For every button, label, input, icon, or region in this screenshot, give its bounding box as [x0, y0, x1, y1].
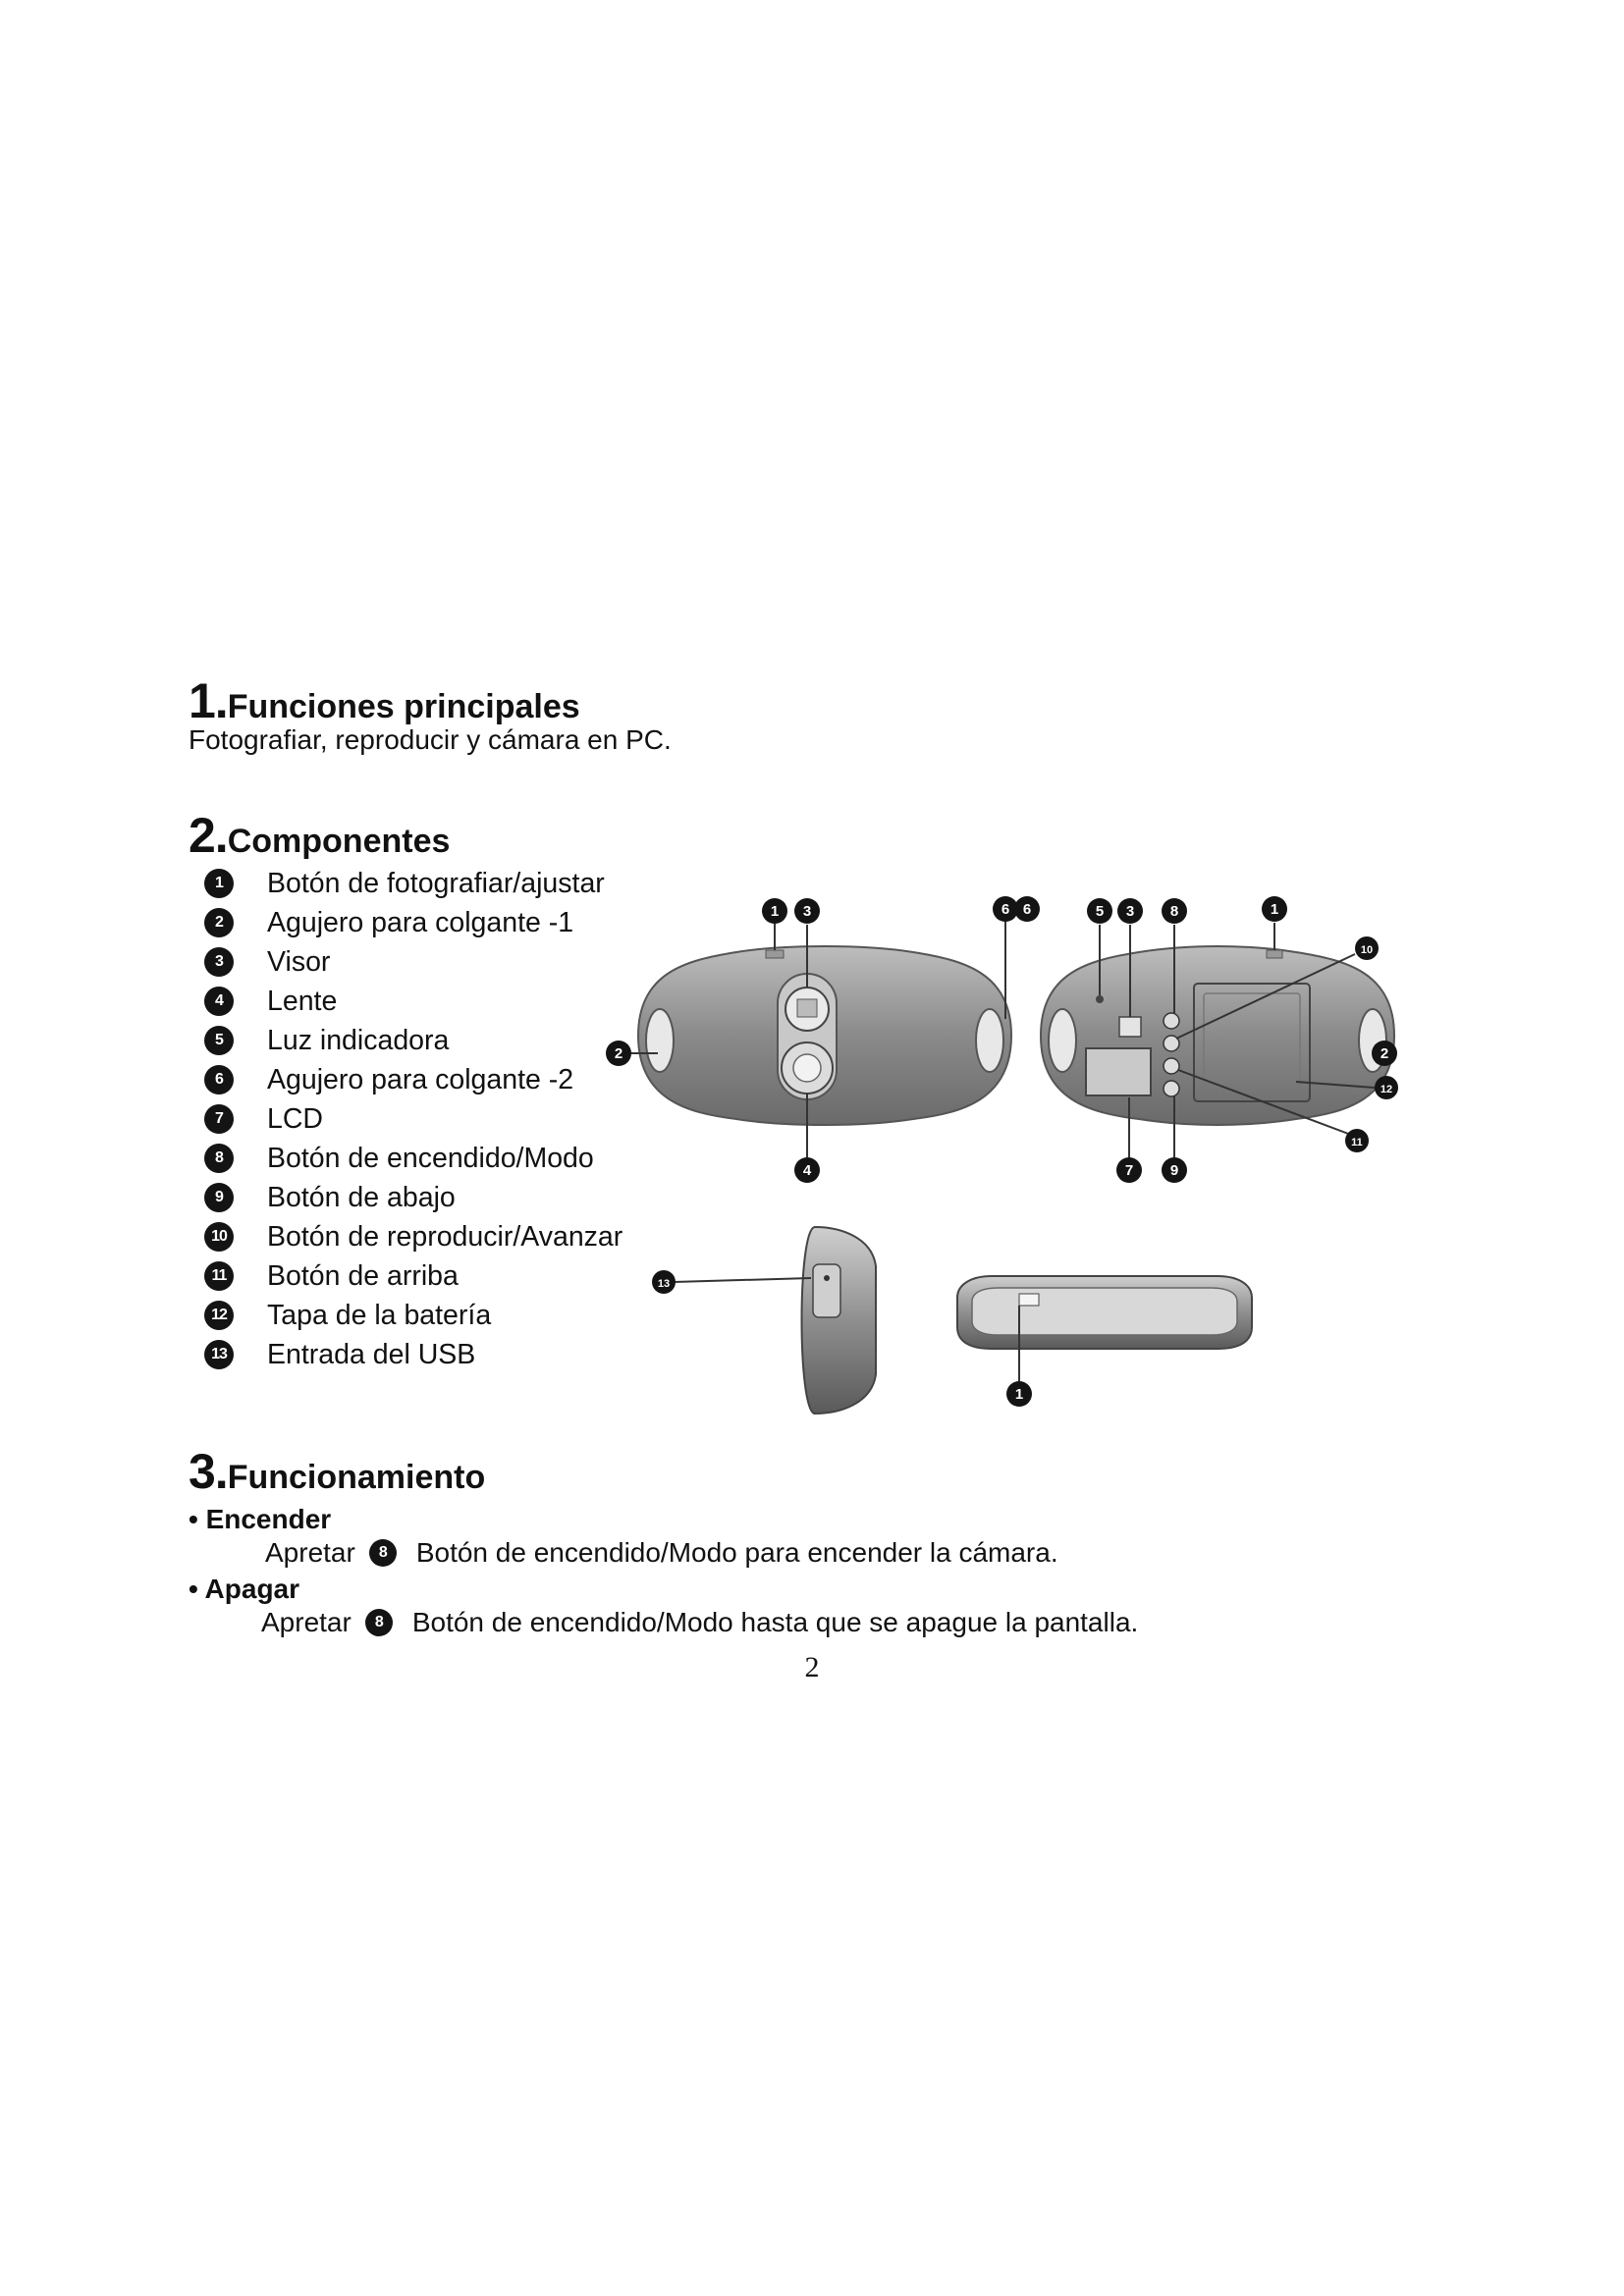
svg-text:5: 5 [1095, 903, 1105, 920]
component-item [204, 1139, 623, 1178]
svg-text:12: 12 [1380, 1084, 1393, 1095]
camera-side-view [674, 1227, 876, 1414]
section-2-title: Componentes [227, 823, 451, 860]
section-3-heading [189, 1443, 485, 1500]
power-off-instruction [261, 1607, 1138, 1638]
component-item [204, 1335, 623, 1374]
component-label: Lente [267, 985, 338, 1017]
svg-text:6: 6 [1001, 901, 1010, 918]
power-on-text: Botón de encendido/Modo para encender la cámara. [415, 1537, 1058, 1568]
page-number: 2 [804, 1651, 820, 1683]
camera-components-diagram [614, 874, 1404, 1423]
callout-badge [1162, 1157, 1187, 1183]
callout-badge [1372, 1041, 1397, 1066]
component-label: Botón de encendido/Modo [267, 1142, 594, 1174]
callout-badge [606, 1041, 631, 1066]
camera-front-view [619, 921, 1011, 1158]
component-label: Botón de abajo [267, 1181, 456, 1213]
svg-text:1: 1 [1014, 1386, 1024, 1403]
svg-text:1: 1 [1270, 901, 1279, 918]
power-button-badge: 8 [365, 1609, 393, 1636]
component-item [204, 942, 623, 982]
section-2-number: 2. [189, 808, 228, 863]
component-number-badge: 3 [204, 947, 234, 977]
callout-badge [1116, 1157, 1142, 1183]
svg-text:11: 11 [1351, 1137, 1363, 1148]
component-item [204, 1060, 623, 1099]
component-label: Botón de fotografiar/ajustar [267, 867, 605, 899]
component-number-badge: 5 [204, 1026, 234, 1055]
camera-top-view [957, 1276, 1252, 1382]
component-label: Entrada del USB [267, 1338, 476, 1370]
component-label: Tapa de la batería [267, 1299, 492, 1331]
section-3-title: Funcionamiento [227, 1459, 486, 1496]
callout-badge [1345, 1129, 1369, 1152]
component-label: Luz indicadora [267, 1024, 450, 1056]
svg-text:10: 10 [1360, 944, 1374, 956]
svg-text:4: 4 [802, 1162, 812, 1179]
section-1-heading [189, 672, 580, 729]
svg-text:13: 13 [657, 1278, 671, 1290]
component-number-badge: 11 [204, 1261, 234, 1291]
svg-text:3: 3 [1125, 903, 1135, 920]
power-on-instruction [265, 1537, 1058, 1569]
component-label: Agujero para colgante -2 [267, 1063, 574, 1095]
svg-text:2: 2 [1380, 1045, 1389, 1062]
callout-badge [1355, 936, 1379, 960]
component-label: LCD [267, 1102, 324, 1135]
component-item [204, 982, 623, 1021]
svg-text:2: 2 [614, 1045, 623, 1062]
power-on-prefix: Apretar [265, 1537, 355, 1568]
components-list [204, 864, 623, 1374]
svg-text:6: 6 [1022, 901, 1032, 918]
component-item [204, 1021, 623, 1060]
power-off-heading: • Apagar [189, 1574, 300, 1604]
callout-badge [1162, 898, 1187, 924]
component-item [204, 1296, 623, 1335]
component-number-badge: 12 [204, 1301, 234, 1330]
callout-badge [652, 1270, 676, 1294]
component-number-badge: 7 [204, 1104, 234, 1134]
svg-text:3: 3 [802, 903, 812, 920]
svg-text:8: 8 [1169, 903, 1179, 920]
power-on-heading: • Encender [189, 1504, 332, 1534]
component-label: Agujero para colgante -1 [267, 906, 574, 938]
power-button-badge: 8 [369, 1539, 397, 1567]
section-1-text: Fotografiar, reproducir y cámara en PC. [189, 724, 672, 755]
component-item [204, 1217, 623, 1256]
callout-badge [762, 898, 787, 924]
component-number-badge: 13 [204, 1340, 234, 1369]
section-2-heading [189, 807, 450, 864]
component-label: Visor [267, 945, 331, 978]
callout-badge [794, 898, 820, 924]
component-item [204, 903, 623, 942]
component-item [204, 1256, 623, 1296]
component-number-badge: 8 [204, 1144, 234, 1173]
component-item [204, 864, 623, 903]
section-1-number: 1. [189, 673, 228, 728]
component-label: Botón de arriba [267, 1259, 459, 1292]
callout-badge [1006, 1381, 1032, 1407]
svg-text:1: 1 [770, 903, 780, 920]
component-item [204, 1099, 623, 1139]
component-number-badge: 1 [204, 869, 234, 898]
section-1-title: Funciones principales [227, 688, 580, 725]
component-number-badge: 10 [204, 1222, 234, 1252]
section-3-number: 3. [189, 1444, 228, 1499]
component-number-badge: 9 [204, 1183, 234, 1212]
power-off-prefix: Apretar [261, 1607, 352, 1637]
callout-badge [794, 1157, 820, 1183]
callout-badge [1117, 898, 1143, 924]
component-number-badge: 4 [204, 987, 234, 1016]
svg-text:7: 7 [1124, 1162, 1134, 1179]
callout-badge [1087, 898, 1112, 924]
callout-badge [1375, 1076, 1398, 1099]
camera-back-view [1041, 923, 1394, 1158]
component-item [204, 1178, 623, 1217]
component-number-badge: 6 [204, 1065, 234, 1095]
callout-badge [1014, 896, 1040, 922]
component-label: Botón de reproducir/Avanzar [267, 1220, 623, 1253]
component-number-badge: 2 [204, 908, 234, 937]
power-off-text: Botón de encendido/Modo hasta que se apague la pantalla. [411, 1607, 1139, 1637]
callout-badge [1262, 896, 1287, 922]
svg-text:9: 9 [1169, 1162, 1179, 1179]
